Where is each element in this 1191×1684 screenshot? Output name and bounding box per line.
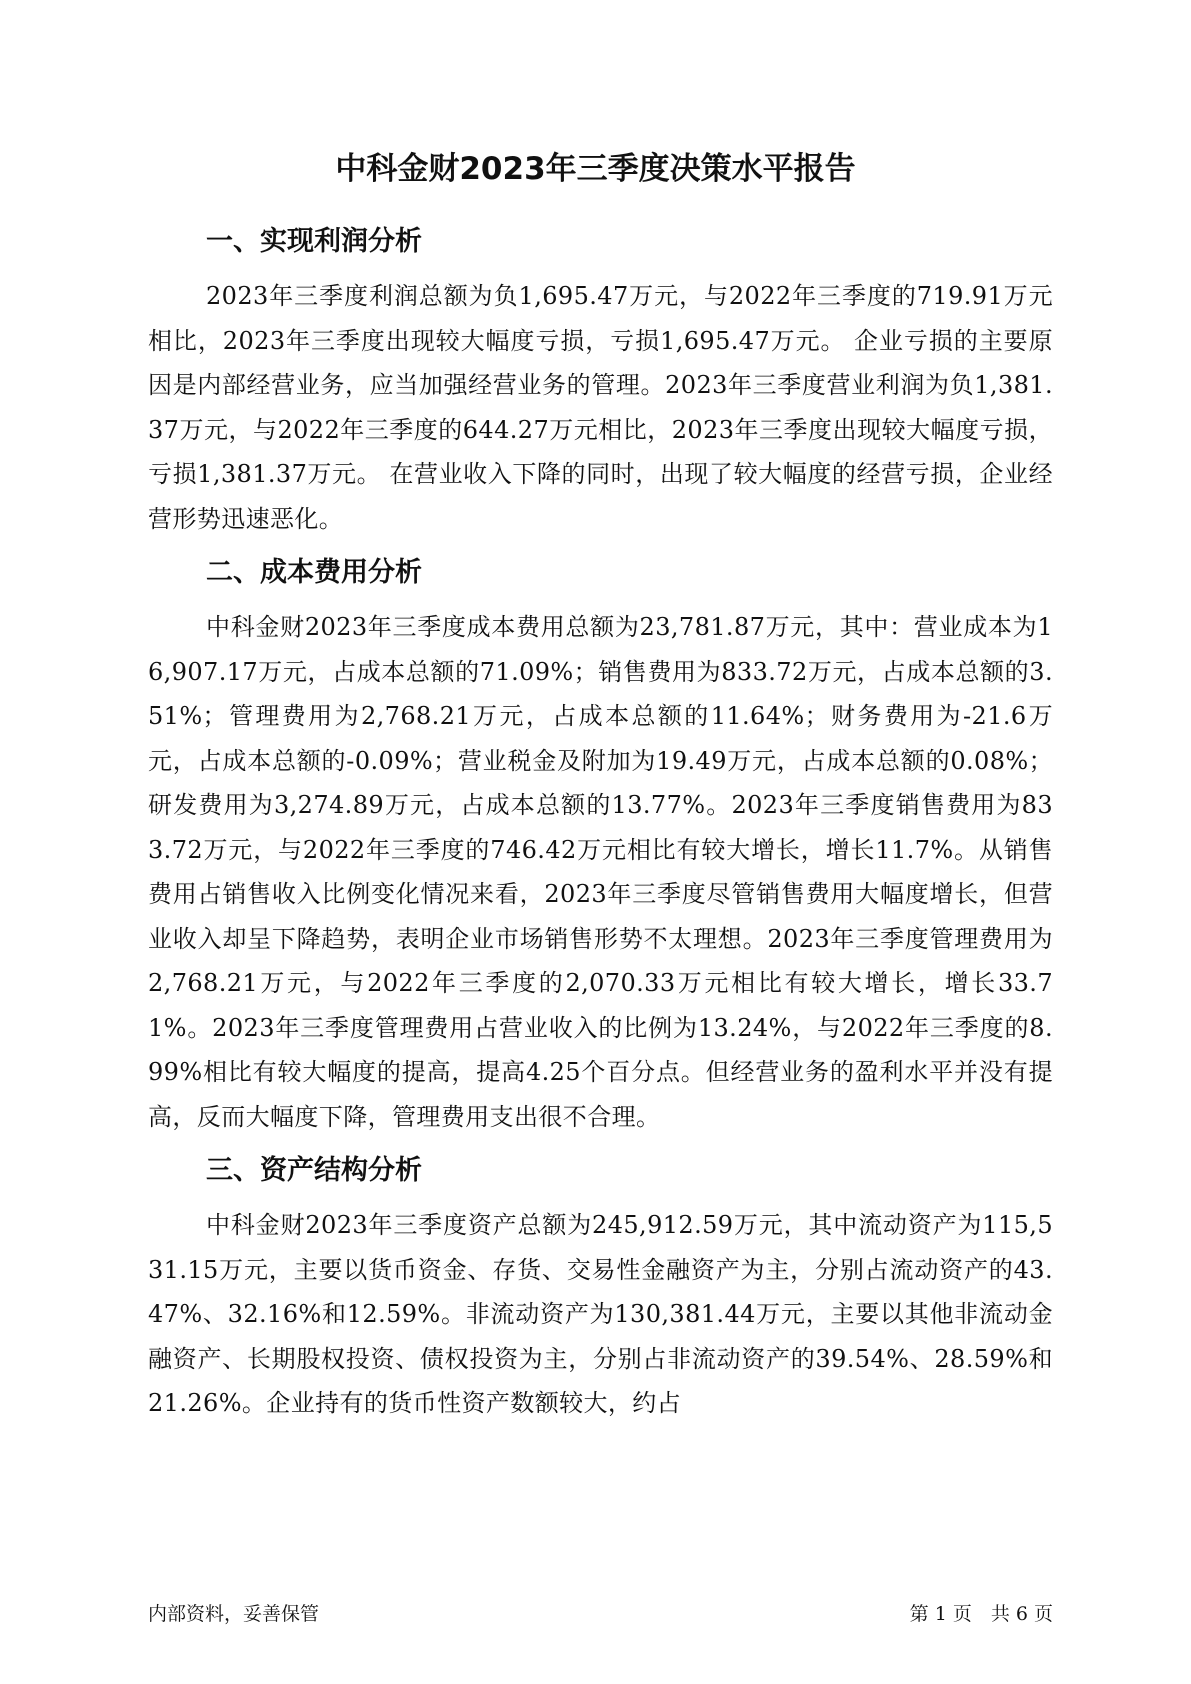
section-paragraph-assets: 中科金财2023年三季度资产总额为245,912.59万元，其中流动资产为115,531.15万元，主要以货币资金、存货、交易性金融资产为主，分别占流动资产的43.47%、32.16%和12.59%。非流动资产为130,381.44万元，主要以其他非流动金融资产、长期股权投资、债权投资为主，分别占非流动资产的39.54%、28.59%和21.26%。企业持有的货币性资产数额较大，约占 (148, 1211, 1053, 1417)
section-paragraph-cost: 中科金财2023年三季度成本费用总额为23,781.87万元，其中：营业成本为16,907.17万元，占成本总额的71.09%；销售费用为833.72万元，占成本总额的3.51%；管理费用为2,768.21万元，占成本总额的11.64%；财务费用为-21.6万元，占成本总额的-0.09%；营业税金及附加为19.49万元，占成本总额的0.08%；研发费用为3,274.89万元，占成本总额的13.77%。2023年三季度销售费用为833.72万元，与2022年三季度的746.42万元相比有较大增长，增长11.7%。从销售费用占销售收入比例变化情况来看，2023年三季度尽管销售费用大幅度增长，但营业收入却呈下降趋势，表明企业市场销售形势不太理想。2023年三季度管理费用为2,768.21万元，与2022年三季度的2,070.33万元相比有较大增长，增长33.71%。2023年三季度管理费用占营业收入的比例为13.24%，与2022年三季度的8.99%相比有较大幅度的提高，提高4.25个百分点。但经营业务的盈利水平并没有提高，反而大幅度下降，管理费用支出很不合理。 (148, 613, 1053, 1131)
document-body (148, 222, 1053, 1438)
section-heading-profit: 一、实现利润分析 (206, 226, 422, 257)
section-heading-assets: 三、资产结构分析 (206, 1155, 422, 1186)
footer-page-number: 第 1 页 共 6 页 (909, 1603, 1053, 1625)
document-title: 中科金财2023年三季度决策水平报告 (335, 151, 856, 187)
footer-confidential-note: 内部资料，妥善保管 (148, 1603, 320, 1625)
section-paragraph-profit: 2023年三季度利润总额为负1,695.47万元，与2022年三季度的719.91万元相比，2023年三季度出现较大幅度亏损，亏损1,695.47万元。 企业亏损的主要原因是内部经营业务，应当加强经营业务的管理。2023年三季度营业利润为负1,381.37万元，与2022年三季度的644.27万元相比，2023年三季度出现较大幅度亏损，亏损1,381.37万元。 在营业收入下降的同时，出现了较大幅度的经营亏损，企业经营形势迅速恶化。 (148, 282, 1053, 533)
section-heading-cost: 二、成本费用分析 (206, 557, 422, 588)
